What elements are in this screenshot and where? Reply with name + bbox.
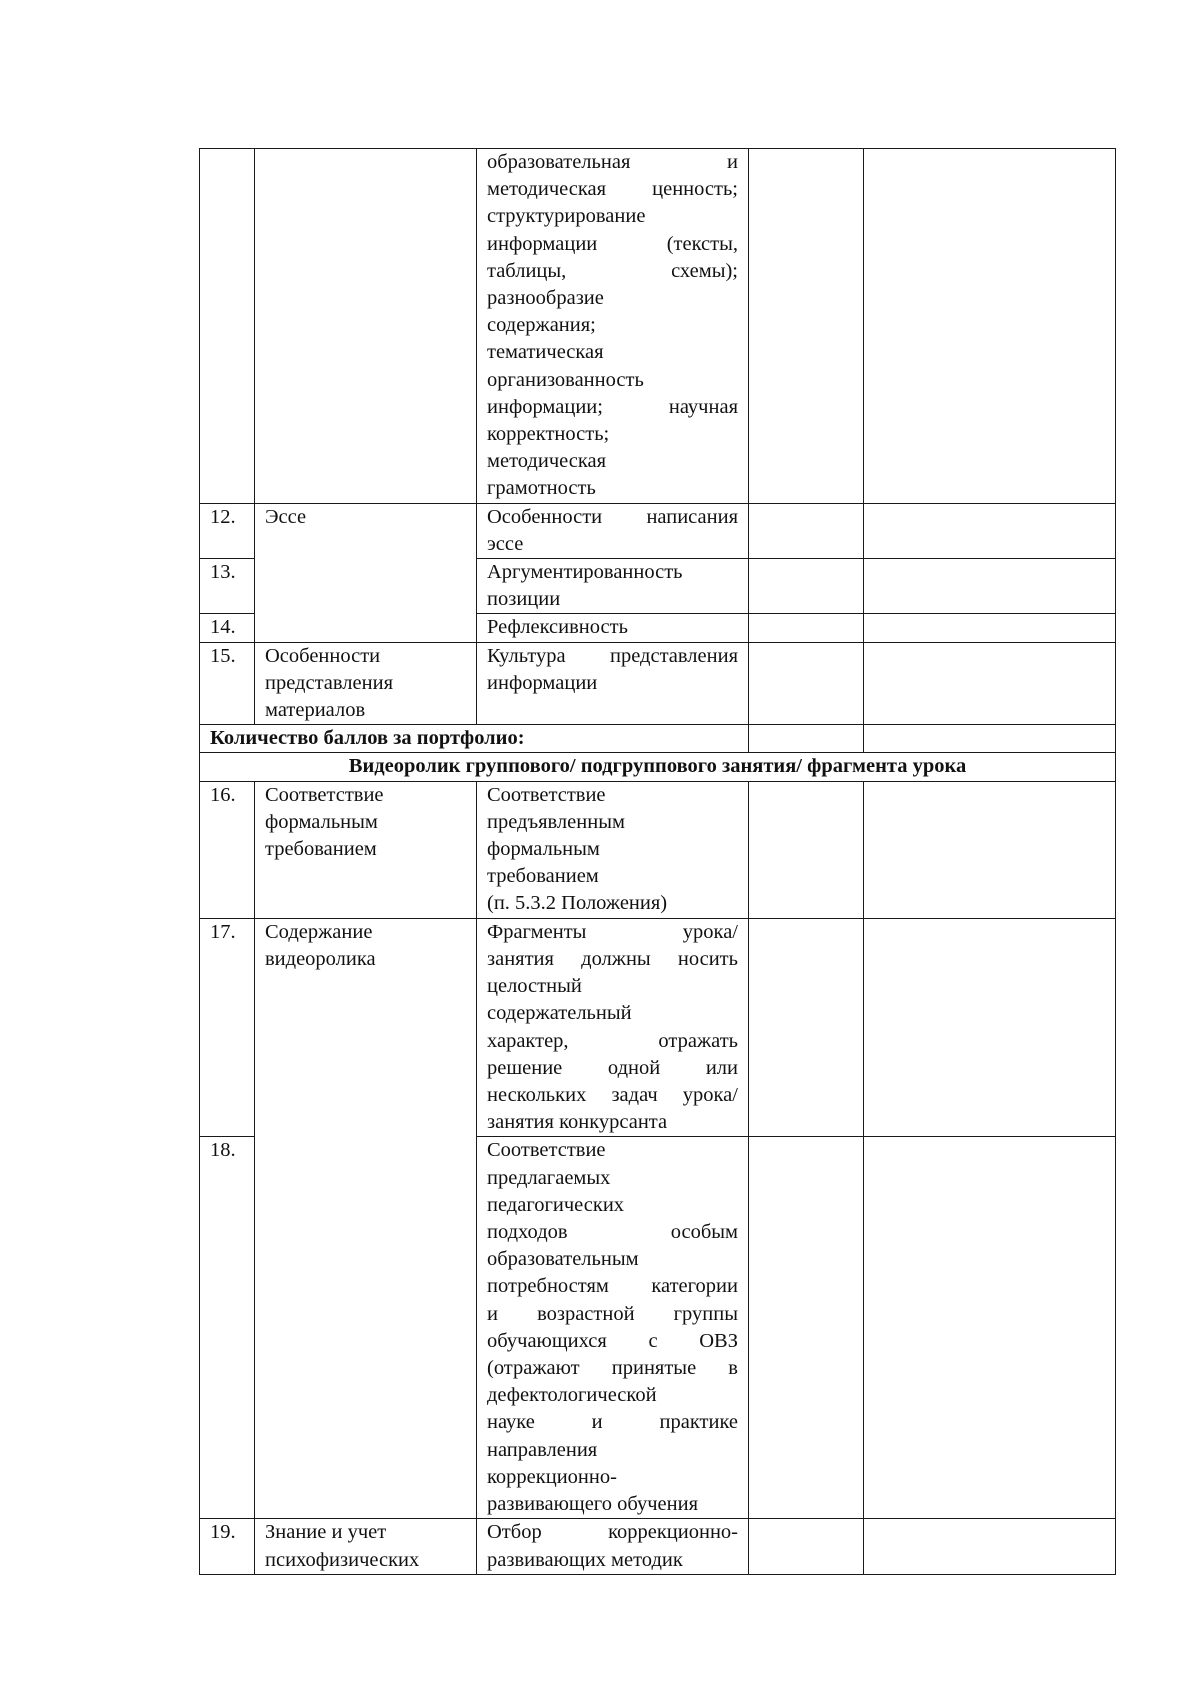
num-cell: 12. — [200, 503, 255, 558]
indicator-line: методическая ценность; — [487, 178, 738, 201]
indicator-line: Соответствие — [487, 783, 606, 806]
indicator-line: грамотность — [487, 477, 596, 500]
indicator-line: Отбор коррекционно- — [487, 1521, 738, 1544]
indicator-line: (п. 5.3.2 Положения) — [487, 892, 668, 915]
score-cell[interactable] — [749, 918, 864, 1137]
criterion-cell — [255, 149, 477, 504]
table-row-continuation — [200, 149, 1116, 504]
comment-cell[interactable] — [864, 503, 1116, 558]
indicator-line: информации — [487, 671, 598, 694]
indicator-line: тематическая — [487, 341, 604, 364]
criterion-line: представления — [265, 671, 393, 694]
criterion-line: Особенности — [265, 644, 381, 667]
indicator-cell — [477, 781, 749, 918]
comment-cell[interactable] — [864, 559, 1116, 614]
indicator-line: таблицы, схемы); — [487, 259, 738, 282]
indicator-line: Рефлексивность — [487, 616, 628, 639]
indicator-line: подходов особым — [487, 1220, 738, 1243]
indicator-line: науке и практике — [487, 1411, 738, 1434]
criterion-line: психофизических — [265, 1548, 420, 1571]
num-cell: 13. — [200, 559, 255, 614]
comment-cell[interactable] — [864, 725, 1116, 753]
section-heading-video: Видеоролик группового/ подгруппового занятия/ фрагмента урока — [200, 753, 1116, 781]
indicator-line: содержания; — [487, 314, 596, 337]
indicator-line: Культура представления — [487, 644, 738, 667]
indicator-line: целостный — [487, 975, 582, 998]
indicator-line: требованием — [487, 865, 599, 888]
indicator-line: информации (тексты, — [487, 232, 738, 255]
score-cell[interactable] — [749, 614, 864, 642]
criterion-line: видеоролика — [265, 947, 376, 970]
num-cell — [200, 149, 255, 504]
indicator-cell — [477, 642, 749, 725]
indicator-line: позиции — [487, 588, 561, 611]
portfolio-total-label: Количество баллов за портфолио: — [200, 725, 749, 753]
indicator-cell — [477, 1137, 749, 1519]
indicator-line: информации; научная — [487, 395, 738, 418]
score-cell[interactable] — [749, 149, 864, 504]
indicator-line: развивающих методик — [487, 1548, 683, 1571]
table-row-portfolio-total — [200, 725, 1116, 753]
indicator-line: направления — [487, 1438, 598, 1461]
evaluation-table — [199, 148, 1116, 1575]
indicator-line: содержательный — [487, 1002, 632, 1025]
comment-cell[interactable] — [864, 781, 1116, 918]
table-row-15 — [200, 642, 1116, 725]
indicator-line: занятия должны носить — [487, 947, 738, 970]
score-cell[interactable] — [749, 781, 864, 918]
indicator-line: занятия конкурсанта — [487, 1111, 668, 1134]
indicator-line: предъявленным — [487, 810, 625, 833]
indicator-line: корректность; — [487, 423, 610, 446]
indicator-line: методическая — [487, 450, 607, 473]
num-cell: 14. — [200, 614, 255, 642]
num-cell: 18. — [200, 1137, 255, 1519]
num-cell: 15. — [200, 642, 255, 725]
indicator-line: образовательным — [487, 1248, 639, 1271]
comment-cell[interactable] — [864, 149, 1116, 504]
indicator-line: развивающего обучения — [487, 1492, 699, 1515]
table-row-17 — [200, 918, 1116, 1137]
indicator-cell — [477, 559, 749, 614]
num-cell: 19. — [200, 1519, 255, 1574]
indicator-line: предлагаемых — [487, 1166, 611, 1189]
indicator-line: и возрастной группы — [487, 1302, 738, 1325]
indicator-line: (отражают принятые в — [487, 1356, 738, 1379]
num-cell: 16. — [200, 781, 255, 918]
indicator-line: педагогических — [487, 1193, 625, 1216]
criterion-line: Соответствие — [265, 783, 384, 806]
indicator-line: дефектологической — [487, 1384, 657, 1407]
indicator-line: характер, отражать — [487, 1029, 738, 1052]
indicator-line: коррекционно- — [487, 1465, 617, 1488]
comment-cell[interactable] — [864, 918, 1116, 1137]
comment-cell[interactable] — [864, 1137, 1116, 1519]
indicator-cell — [477, 918, 749, 1137]
score-cell[interactable] — [749, 725, 864, 753]
score-cell[interactable] — [749, 1137, 864, 1519]
indicator-line: Особенности написания — [487, 505, 738, 528]
table-row-12 — [200, 503, 1116, 558]
score-cell[interactable] — [749, 1519, 864, 1574]
criterion-line: требованием — [265, 838, 377, 861]
comment-cell[interactable] — [864, 642, 1116, 725]
table-row-16 — [200, 781, 1116, 918]
criterion-cell — [255, 642, 477, 725]
indicator-cell — [477, 149, 749, 504]
criterion-line: формальным — [265, 810, 378, 833]
criterion-cell — [255, 1519, 477, 1574]
indicator-line: Фрагменты урока/ — [487, 920, 738, 943]
score-cell[interactable] — [749, 503, 864, 558]
table-row-video-section — [200, 753, 1116, 781]
indicator-line: разнообразие — [487, 287, 604, 310]
score-cell[interactable] — [749, 642, 864, 725]
indicator-line: образовательная и — [487, 151, 738, 173]
indicator-line: организованность — [487, 368, 644, 391]
indicator-line: нескольких задач урока/ — [487, 1083, 738, 1106]
criterion-line: Знание и учет — [265, 1521, 387, 1544]
criterion-line: Эссе — [265, 505, 307, 528]
criterion-line: Содержание — [265, 920, 373, 943]
indicator-line: структурирование — [487, 205, 646, 228]
criterion-cell — [255, 781, 477, 918]
indicator-cell — [477, 614, 749, 642]
indicator-line: решение одной или — [487, 1056, 738, 1079]
indicator-line: формальным — [487, 838, 600, 861]
indicator-line: потребностям категории — [487, 1275, 738, 1298]
table-row-19 — [200, 1519, 1116, 1574]
score-cell[interactable] — [749, 559, 864, 614]
criterion-cell-essay — [255, 503, 477, 642]
indicator-line: Соответствие — [487, 1139, 606, 1162]
comment-cell[interactable] — [864, 614, 1116, 642]
criterion-line: материалов — [265, 699, 366, 722]
criterion-cell-video-content — [255, 918, 477, 1519]
indicator-cell — [477, 503, 749, 558]
indicator-line: Аргументированность — [487, 561, 683, 584]
indicator-cell — [477, 1519, 749, 1574]
indicator-line: эссе — [487, 532, 524, 555]
comment-cell[interactable] — [864, 1519, 1116, 1574]
indicator-line: обучающихся с ОВЗ — [487, 1329, 738, 1352]
num-cell: 17. — [200, 918, 255, 1137]
